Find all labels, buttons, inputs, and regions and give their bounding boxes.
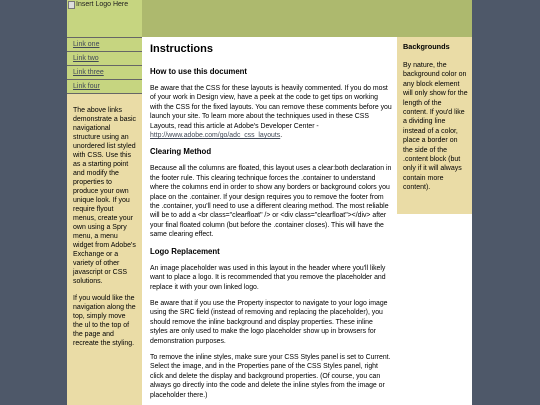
paragraph: An image placeholder was used in this layout in the header where you'll likely want to place a logo. It is recommended that you remove the placeholder and replace it with your own linked logo. bbox=[150, 264, 386, 291]
nav-item-link-three[interactable] bbox=[67, 66, 142, 80]
broken-image-icon bbox=[68, 1, 75, 9]
section-heading: Logo Replacement bbox=[150, 246, 220, 256]
paragraph: Because all the columns are floated, this layout uses a clear:both declaration in the footer rule. This clearing technique forces the .container to understand where the columns end in order to show any borders or background colors you place on the .container. If your design requires you to remove the footer from the .container, you'll need to use a different clearing method. The most reliable will be to add a <br class="clearfloat" /> or <div class="clearfloat"></div> after your final floated column (but before the .container closes). This will have the same clearing effect. bbox=[150, 165, 392, 239]
section-heading: Clearing Method bbox=[150, 147, 212, 157]
nav-item-link-four[interactable] bbox=[67, 80, 142, 94]
sidebar-text: By nature, the background color on any block element will only show for the length of the content. If you'd like a dividing line instead of a color, place a border on the side of the .content block (but only if it will always contain more content). bbox=[403, 62, 468, 192]
page-container bbox=[67, 0, 472, 405]
nav-menu bbox=[67, 37, 142, 94]
adobe-link[interactable]: http://www.adobe.com/go/adc_css_layouts bbox=[150, 132, 281, 140]
main-content bbox=[142, 37, 397, 405]
sidebar-paragraph: The above links demonstrate a basic navigational structure using an unordered list styled with CSS. Use this as a starting point and modify the properties to produce your own unique look. If you require flyout menus, create your own using a Spry menu, a menu widget from Adobe's Exchange or a variety of other javascript or CSS solutions. bbox=[73, 107, 137, 285]
nav-item-link-two[interactable] bbox=[67, 52, 142, 66]
section-heading: How to use this document bbox=[150, 67, 248, 76]
paragraph-end: . bbox=[280, 132, 283, 140]
paragraph: To remove the inline styles, make sure your CSS Styles panel is set to Current. Select the image, and in the Properties pane of the CSS Styles panel, right click and delete the display and background properties. (Of course, you can always go directly into the code and delete the inline styles from the image or placeholder there.) bbox=[150, 353, 391, 399]
logo-placeholder[interactable] bbox=[67, 0, 142, 37]
sidebar-heading: Backgrounds bbox=[403, 42, 450, 51]
paragraph bbox=[150, 84, 392, 140]
sidebar-paragraph: If you would like the navigation along the top, simply move the ul to the top of the page and recreate the styling. bbox=[73, 295, 136, 347]
paragraph: Be aware that if you use the Property inspector to navigate to your logo image using the SRC field (instead of removing and replacing the placeholder), you should remove the inline background and display properties. These inline styles are only used to make the logo placeholder show up in browsers for demonstration purposes. bbox=[150, 299, 388, 345]
nav-link[interactable]: Link one bbox=[73, 41, 100, 48]
left-sidebar bbox=[67, 37, 142, 405]
paragraph-text: Be aware that the CSS for these layouts is heavily commented. If you do most of your work in Design view, have a peek at the code to get tips on working with the CSS for the fixed layouts. You can remove these comments before you launch your site. To learn more about the techniques used in these CSS Layouts, read this article at Adobe's Developer Center - bbox=[150, 85, 392, 130]
nav-link[interactable]: Link four bbox=[73, 83, 100, 90]
right-sidebar bbox=[397, 37, 472, 214]
nav-item-link-one[interactable] bbox=[67, 38, 142, 52]
nav-link[interactable]: Link three bbox=[73, 69, 104, 76]
logo-alt-text: Insert Logo Here bbox=[76, 1, 129, 8]
nav-link[interactable]: Link two bbox=[73, 55, 99, 62]
page-title: Instructions bbox=[150, 43, 213, 55]
header bbox=[67, 0, 472, 37]
